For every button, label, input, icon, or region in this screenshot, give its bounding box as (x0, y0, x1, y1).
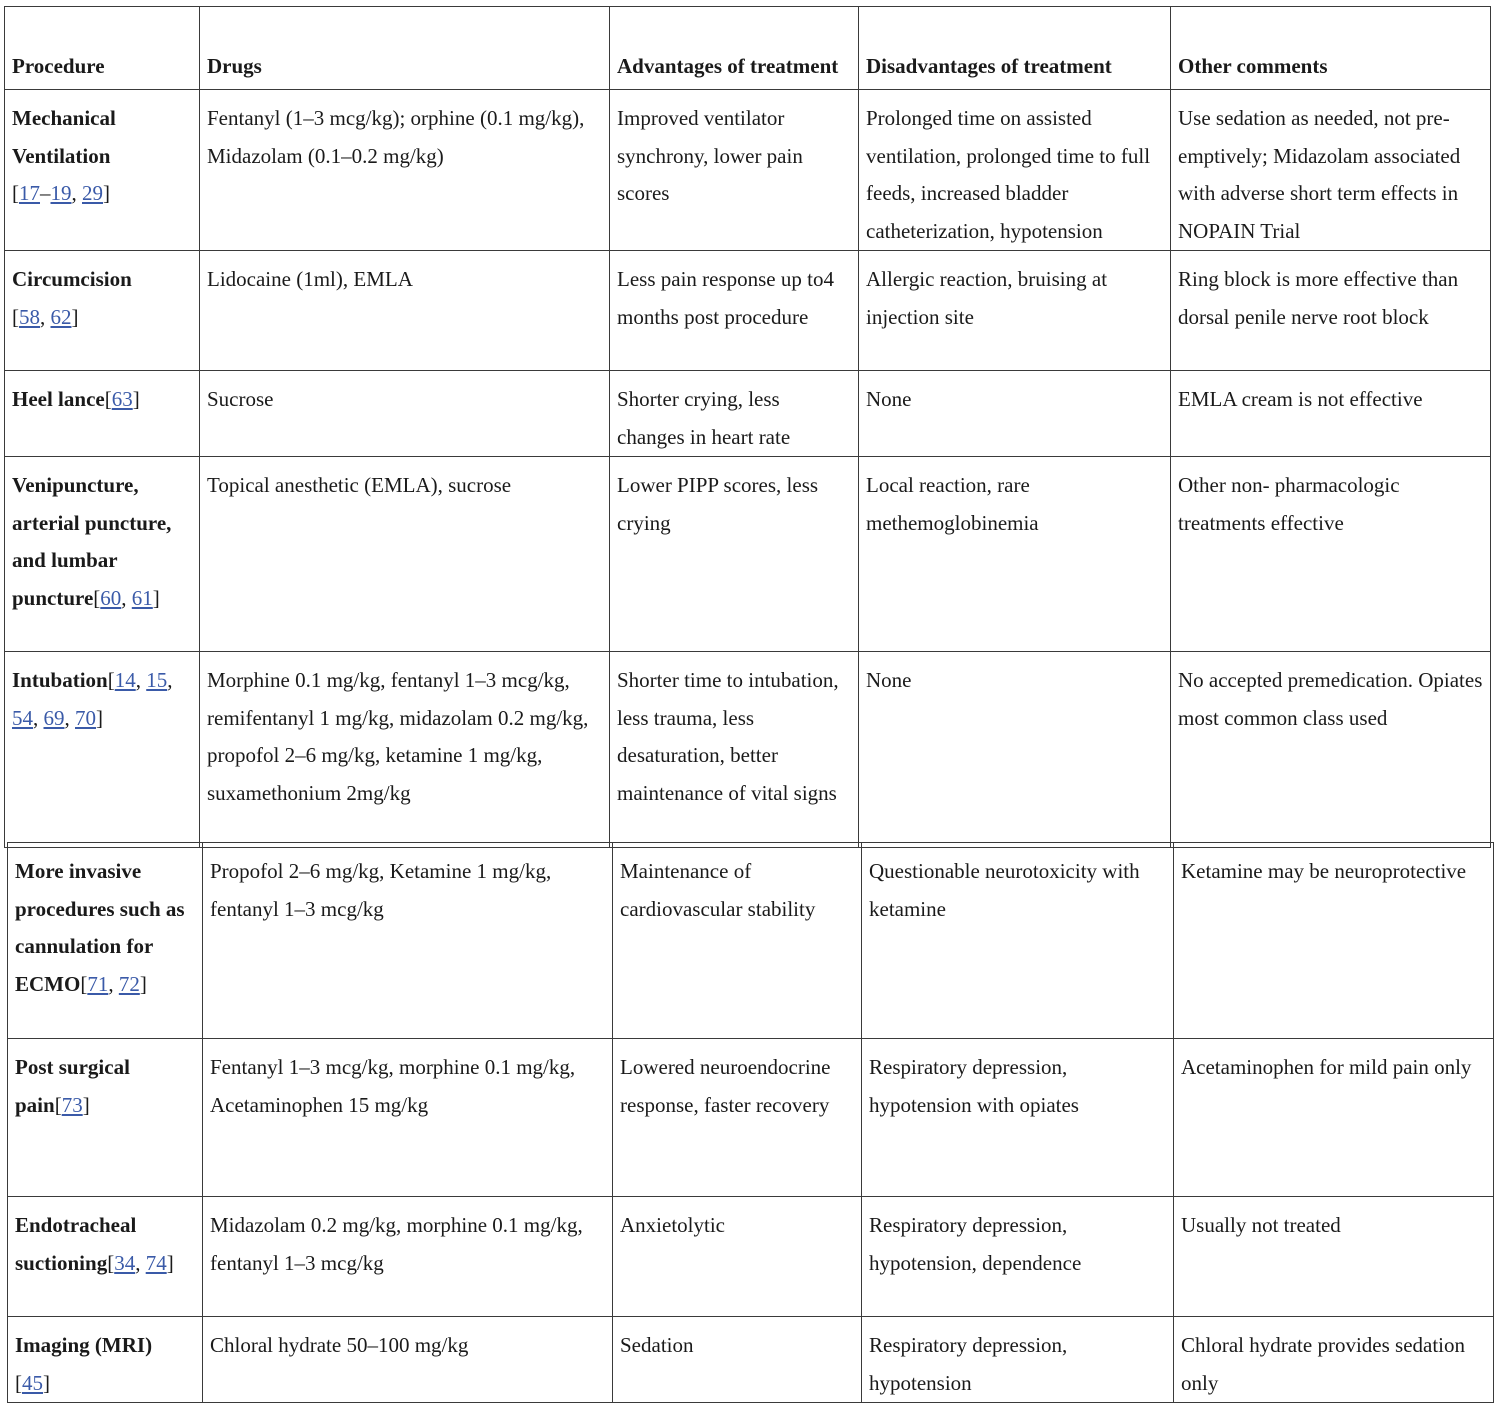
citation: [60, 61] (93, 585, 160, 610)
drugs-cell: Lidocaine (1ml), EMLA (200, 251, 610, 371)
citation-link[interactable]: 58 (19, 304, 40, 329)
advantages-cell: Maintenance of cardiovascular stability (613, 843, 862, 1039)
citation-link[interactable]: 29 (82, 181, 103, 205)
comments-cell: Ring block is more effective than dorsal penile nerve root block (1171, 251, 1491, 371)
citation-link[interactable]: 70 (75, 705, 96, 730)
procedure-name: Mechanical Ventilation (12, 106, 116, 168)
treatment-table-part-2 (7, 842, 1494, 1403)
comments-cell: Usually not treated (1174, 1197, 1494, 1317)
header-row (5, 7, 1491, 90)
disadvantages-cell: Local reaction, rare methemoglobinemia (859, 457, 1171, 652)
header-procedure: Procedure (5, 7, 200, 90)
advantages-cell: Anxietolytic (613, 1197, 862, 1317)
citation-link[interactable]: 74 (145, 1250, 167, 1275)
procedure-name: Post surgical pain (15, 1055, 130, 1117)
treatment-table-part-1 (4, 6, 1491, 848)
procedure-name: More invasive procedures such as cannulation for ECMO (15, 859, 185, 996)
procedure-cell (5, 371, 200, 457)
drugs-cell: Propofol 2–6 mg/kg, Ketamine 1 mg/kg, fentanyl 1–3 mcg/kg (203, 843, 613, 1039)
drugs-cell: Chloral hydrate 50–100 mg/kg (203, 1317, 613, 1403)
procedure-name: Imaging (MRI) (15, 1333, 153, 1357)
procedure-name: Endotracheal suctioning (15, 1213, 137, 1275)
table-row (8, 843, 1494, 1039)
citation: [63] (104, 387, 140, 411)
table-row (5, 90, 1491, 251)
procedure-name: Venipuncture, arterial puncture, and lumbar puncture (12, 473, 172, 610)
comments-cell: EMLA cream is not effective (1171, 371, 1491, 457)
citation-link[interactable]: 73 (61, 1092, 83, 1117)
procedure-cell (5, 652, 200, 848)
citation-link[interactable]: 62 (50, 304, 72, 329)
header-disadvantages: Disadvantages of treatment (859, 7, 1171, 90)
table-row (5, 652, 1491, 848)
citation-link[interactable]: 60 (100, 585, 122, 610)
comments-cell: Acetaminophen for mild pain only (1174, 1039, 1494, 1197)
table-row (5, 371, 1491, 457)
advantages-cell: Improved ventilator synchrony, lower pain scores (610, 90, 859, 251)
comments-cell: Chloral hydrate provides sedation only (1174, 1317, 1494, 1403)
advantages-cell: Lower PIPP scores, less crying (610, 457, 859, 652)
comments-cell: No accepted premedication. Opiates most common class used (1171, 652, 1491, 848)
comments-cell: Use sedation as needed, not pre-emptively; Midazolam associated with adverse short term effects in NOPAIN Trial (1171, 90, 1491, 251)
procedure-cell (8, 1197, 203, 1317)
procedure-cell (5, 457, 200, 652)
advantages-cell: Shorter crying, less changes in heart rate (610, 371, 859, 457)
citation-link[interactable]: 72 (118, 971, 140, 996)
procedure-name: Intubation (12, 668, 108, 692)
citation: [71, 72] (80, 971, 147, 996)
advantages-cell: Lowered neuroendocrine response, faster recovery (613, 1039, 862, 1197)
citation: [14, 15, 54, 69, 70] (12, 668, 173, 730)
citation-link[interactable]: 69 (43, 705, 65, 730)
drugs-cell: Midazolam 0.2 mg/kg, morphine 0.1 mg/kg, fentanyl 1–3 mcg/kg (203, 1197, 613, 1317)
citation-link[interactable]: 14 (114, 668, 136, 692)
procedure-name: Circumcision (12, 267, 132, 291)
header-advantages: Advantages of treatment (610, 7, 859, 90)
drugs-cell: Sucrose (200, 371, 610, 457)
disadvantages-cell: Questionable neurotoxicity with ketamine (862, 843, 1174, 1039)
citation-link[interactable]: 45 (22, 1370, 43, 1395)
procedure-cell (5, 251, 200, 371)
disadvantages-cell: Respiratory depression, hypotension with opiates (862, 1039, 1174, 1197)
drugs-cell: Topical anesthetic (EMLA), sucrose (200, 457, 610, 652)
procedure-cell (5, 90, 200, 251)
citation-link[interactable]: 61 (131, 585, 153, 610)
citation-link[interactable]: 71 (87, 971, 109, 996)
drugs-cell: Fentanyl 1–3 mcg/kg, morphine 0.1 mg/kg, Acetaminophen 15 mg/kg (203, 1039, 613, 1197)
table-row (5, 251, 1491, 371)
citation-link[interactable]: 34 (114, 1250, 136, 1275)
drugs-cell: Fentanyl (1–3 mcg/kg); orphine (0.1 mg/kg), Midazolam (0.1–0.2 mg/kg) (200, 90, 610, 251)
table-row (8, 1317, 1494, 1403)
table-row (5, 457, 1491, 652)
header-comments: Other comments (1171, 7, 1491, 90)
citation-link[interactable]: 17 (19, 181, 40, 205)
citation: [17–19, 29] (12, 181, 110, 205)
disadvantages-cell: Respiratory depression, hypotension (862, 1317, 1174, 1403)
procedure-name: Heel lance (12, 387, 105, 411)
disadvantages-cell: None (859, 371, 1171, 457)
citation-link[interactable]: 15 (146, 668, 168, 692)
disadvantages-cell: Prolonged time on assisted ventilation, prolonged time to full feeds, increased bladder catheterization, hypotension (859, 90, 1171, 251)
procedure-cell (8, 1039, 203, 1197)
advantages-cell: Less pain response up to4 months post procedure (610, 251, 859, 371)
citation: [58, 62] (12, 304, 79, 329)
citation: [73] (54, 1092, 90, 1117)
table-row (8, 1039, 1494, 1197)
citation-link[interactable]: 19 (50, 181, 72, 205)
disadvantages-cell: None (859, 652, 1171, 848)
disadvantages-cell: Respiratory depression, hypotension, dependence (862, 1197, 1174, 1317)
citation-link[interactable]: 63 (111, 387, 133, 411)
comments-cell: Other non- pharmacologic treatments effective (1171, 457, 1491, 652)
citation: [34, 74] (107, 1250, 174, 1275)
table-row (8, 1197, 1494, 1317)
advantages-cell: Shorter time to intubation, less trauma, less desaturation, better maintenance of vital signs (610, 652, 859, 848)
citation-link[interactable]: 54 (12, 705, 33, 730)
citation: [45] (15, 1370, 50, 1395)
advantages-cell: Sedation (613, 1317, 862, 1403)
comments-cell: Ketamine may be neuroprotective (1174, 843, 1494, 1039)
drugs-cell: Morphine 0.1 mg/kg, fentanyl 1–3 mcg/kg, remifentanyl 1 mg/kg, midazolam 0.2 mg/kg, propofol 2–6 mg/kg, ketamine 1 mg/kg, suxamethonium 2mg/kg (200, 652, 610, 848)
header-drugs: Drugs (200, 7, 610, 90)
disadvantages-cell: Allergic reaction, bruising at injection site (859, 251, 1171, 371)
procedure-cell (8, 843, 203, 1039)
procedure-cell (8, 1317, 203, 1403)
